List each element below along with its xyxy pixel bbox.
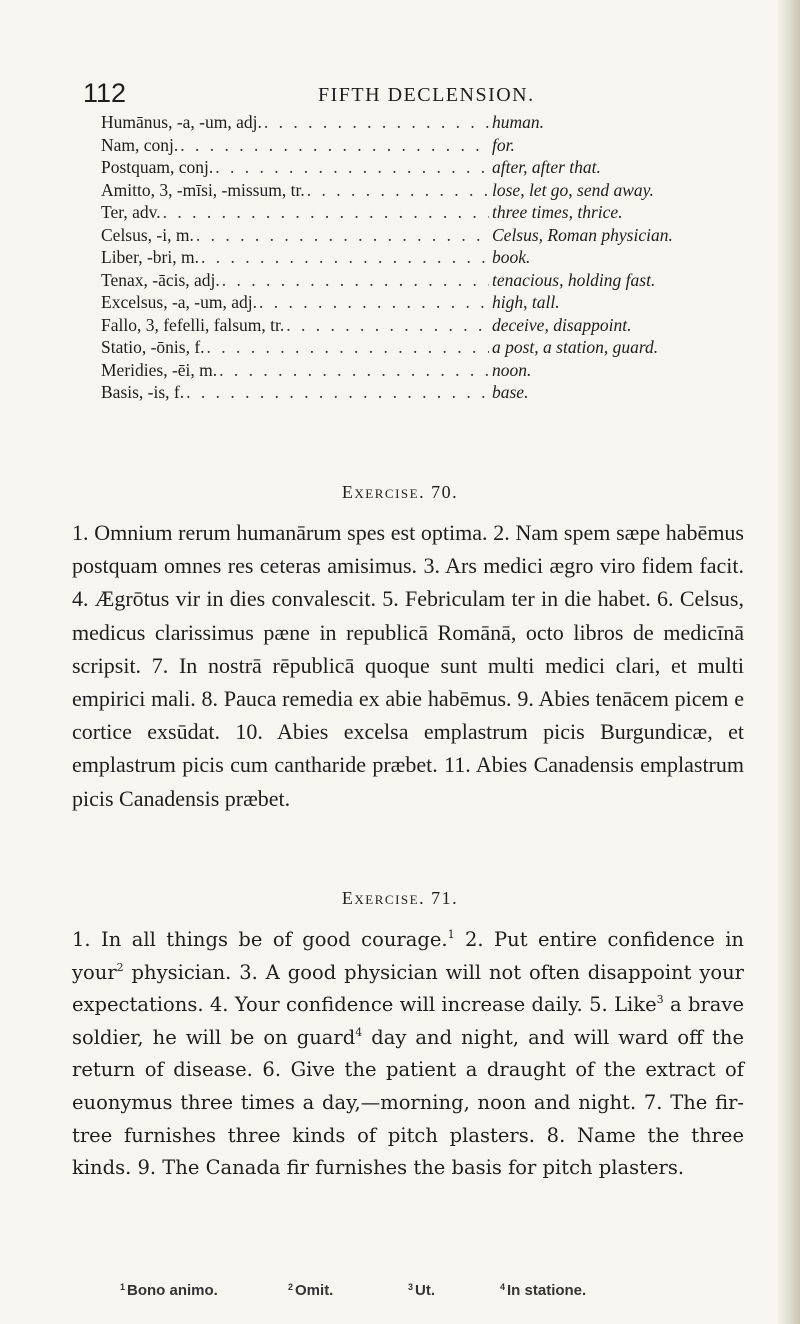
vocab-term: Statio, -ōnis, f. xyxy=(101,337,205,357)
vocab-term: Liber, -bri, m. xyxy=(101,247,199,267)
text-run: day and night, and will ward off the return of disease. 6. Give the patient a draught of the extract of euonymus three times a day,—morning, noon and night. 7. The fir-tree furnishes three kinds of pitch plasters. 8. Name the three kinds. 9. The Canada fir furnishes the basis for pitch plasters. xyxy=(72,1025,744,1180)
vocab-term: Humānus, -a, -um, adj. xyxy=(101,112,262,132)
footnote-ref: 2 xyxy=(116,960,124,974)
footnote-text: Omit. xyxy=(295,1282,334,1299)
vocab-term: Nam, conj. xyxy=(101,134,179,155)
vocab-meaning: tenacious, holding fast. xyxy=(492,269,656,290)
dot-leader xyxy=(264,112,489,133)
vocab-meaning: high, tall. xyxy=(492,292,560,312)
vocab-term: Excelsus, -a, -um, adj. xyxy=(101,292,257,312)
footnote-mark: 1 xyxy=(120,1282,126,1292)
vocabulary-list xyxy=(101,112,746,405)
vocab-meaning: human. xyxy=(492,112,545,132)
dot-leader xyxy=(196,225,489,246)
dot-leader xyxy=(201,247,489,268)
dot-leader xyxy=(307,180,489,201)
vocab-meaning: three times, thrice. xyxy=(492,202,623,222)
dot-leader xyxy=(163,202,489,223)
vocab-entry xyxy=(101,292,746,315)
vocab-entry xyxy=(101,202,746,225)
vocab-term: Tenax, -ācis, adj. xyxy=(101,269,220,290)
vocab-entry xyxy=(101,270,746,293)
vocab-entry xyxy=(101,157,746,180)
vocab-entry xyxy=(101,382,746,405)
footnote-text: Ut. xyxy=(415,1282,436,1299)
exercise-70-heading: Exercise. 70. xyxy=(341,482,459,502)
vocab-meaning: base. xyxy=(492,382,529,402)
exercise-71-heading: Exercise. 71. xyxy=(341,888,459,908)
footnote xyxy=(288,1282,333,1299)
dot-leader xyxy=(286,315,489,336)
running-title: FIFTH DECLENSION. xyxy=(318,84,535,106)
vocab-term: Ter, adv. xyxy=(101,202,161,222)
vocab-entry xyxy=(101,112,746,135)
text-run: 2. Put entire confidence in your xyxy=(72,928,744,984)
vocab-entry xyxy=(101,180,746,203)
dot-leader xyxy=(219,360,489,381)
vocab-meaning: lose, let go, send away. xyxy=(492,179,654,200)
vocab-meaning: Celsus, Roman physician. xyxy=(492,224,673,245)
text-run: a brave soldier, he will be on guard xyxy=(72,993,744,1049)
vocab-term: Celsus, -i, m. xyxy=(101,224,194,245)
vocab-meaning: for. xyxy=(492,134,515,155)
footnote-mark: 3 xyxy=(408,1282,414,1292)
dot-leader xyxy=(180,135,489,156)
vocab-entry xyxy=(101,315,746,338)
vocab-term: Fallo, 3, fefelli, falsum, tr. xyxy=(101,314,285,335)
footnote-mark: 2 xyxy=(288,1282,294,1292)
text-run: physician. 3. A good physician will not often disappoint your expectations. 4. Your confidence will increase daily. 5. Like xyxy=(72,960,744,1017)
dot-leader xyxy=(215,157,489,178)
vocab-term: Meridies, -ēi, m. xyxy=(101,359,218,380)
vocab-meaning: noon. xyxy=(492,359,532,380)
vocab-entry xyxy=(101,360,746,383)
page-number: 112 xyxy=(83,78,127,108)
exercise-71-text xyxy=(72,924,744,1185)
vocab-meaning: a post, a station, guard. xyxy=(492,337,659,357)
vocab-term: Amitto, 3, -mīsi, -missum, tr. xyxy=(101,179,305,200)
footnote-mark: 4 xyxy=(500,1282,506,1292)
vocab-entry xyxy=(101,247,746,270)
footnote-ref: 4 xyxy=(355,1025,363,1039)
vocab-meaning: after, after that. xyxy=(492,157,601,177)
exercise-70-text: 1. Omnium rerum humanārum spes est optima. 2. Nam spem sæpe habēmus postquam omnes res ceteras amisimus. 3. Ars medici ægro viro fidem facit. 4. Ægrōtus vir in dies convalescit. 5. Febriculam ter in die habet. 6. Celsus, medicus clarissimus pæne in republicā Romānā, octo libros de medicīnā scripsit. 7. In nostrā rēpublicā quoque sunt multi medici clari, et multi empirici mali. 8. Pauca remedia ex abie habēmus. 9. Abies tenācem picem e cortice exsūdat. 10. Abies excelsa emplastrum picis Burgundicæ, et emplastrum picis cum cantharide præbet. 11. Abies Canadensis emplastrum picis Canadensis præbet. xyxy=(72,520,744,811)
footnote xyxy=(120,1282,218,1299)
footnote-ref: 1 xyxy=(447,928,455,941)
dot-leader xyxy=(259,292,489,313)
footnote-ref: 3 xyxy=(656,993,664,1007)
dot-leader xyxy=(186,382,489,403)
dot-leader xyxy=(222,270,489,291)
footnote xyxy=(408,1282,435,1299)
vocab-term: Postquam, conj. xyxy=(101,157,214,177)
footnote xyxy=(500,1282,586,1299)
vocab-meaning: book. xyxy=(492,247,531,267)
vocab-meaning: deceive, disappoint. xyxy=(492,314,632,335)
vocab-entry xyxy=(101,225,746,248)
footnote-text: In statione. xyxy=(507,1282,587,1299)
dot-leader xyxy=(207,337,489,358)
text-run: 1. In all things be of good courage. xyxy=(72,928,448,951)
vocab-term: Basis, -is, f. xyxy=(101,382,185,402)
page-edge xyxy=(778,0,800,1324)
vocab-entry xyxy=(101,337,746,360)
footnote-text: Bono animo. xyxy=(127,1282,218,1299)
vocab-entry xyxy=(101,135,746,158)
